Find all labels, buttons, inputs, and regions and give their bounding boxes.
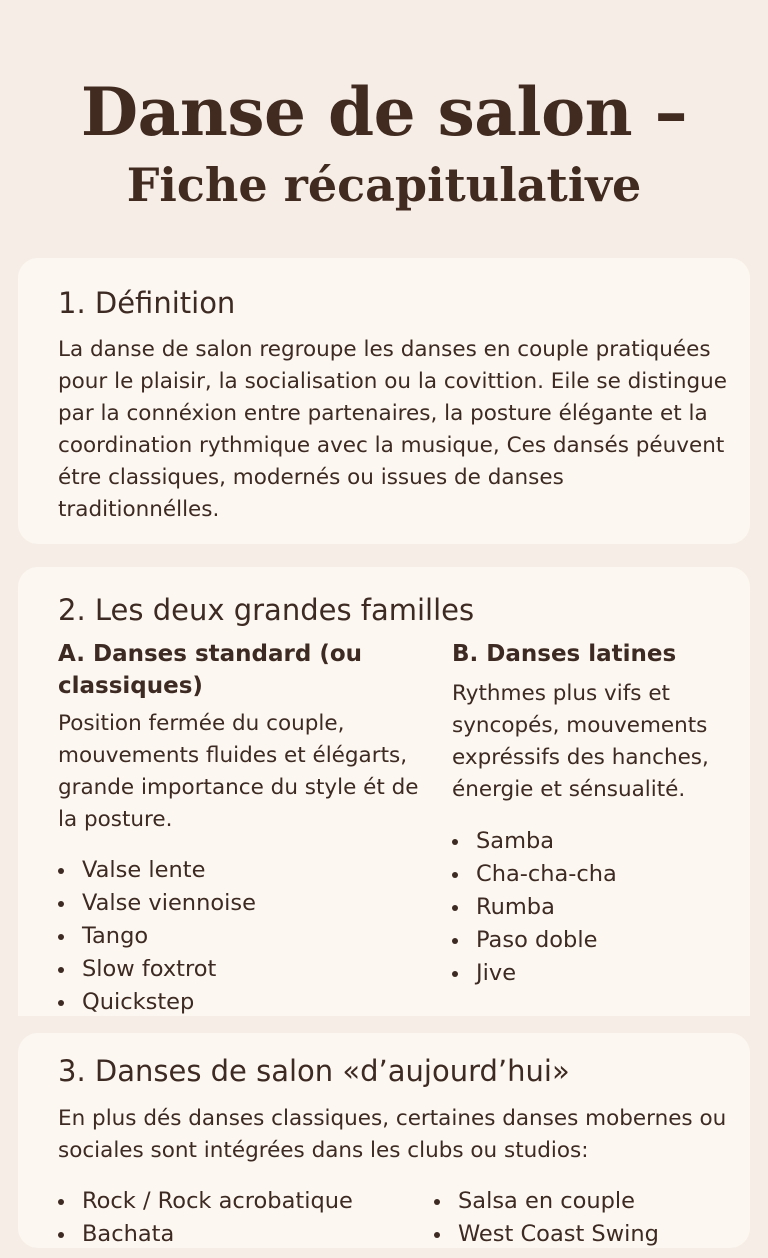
list-item-label: West Coast Swing xyxy=(458,1221,659,1247)
list-item xyxy=(58,854,438,887)
modern-dances-lists xyxy=(58,1185,730,1255)
list-item-label: Paso doble xyxy=(476,927,598,953)
list-item xyxy=(434,1218,659,1251)
list-item xyxy=(58,953,438,986)
bullet-icon xyxy=(58,901,64,907)
bullet-icon xyxy=(58,1232,64,1238)
modern-dances-list-left xyxy=(58,1185,353,1251)
list-item-label: Rock / Rock acrobatique xyxy=(82,1188,353,1214)
title-line-1: Danse de salon – xyxy=(80,73,688,151)
list-item-label: Samba xyxy=(476,828,555,854)
list-item xyxy=(58,1218,353,1251)
latin-text: Rythmes plus vifs et syncopés, mouvements expréssifs des hanches, énergie et sénsualité. xyxy=(452,681,709,802)
list-item-label: Tango xyxy=(82,923,149,949)
bullet-icon xyxy=(58,1199,64,1205)
standard-column xyxy=(58,638,438,1019)
list-item xyxy=(452,825,752,858)
bullet-icon xyxy=(58,967,64,973)
bullet-icon xyxy=(58,1000,64,1006)
bullet-icon xyxy=(452,971,458,977)
list-item xyxy=(452,924,752,957)
latin-column xyxy=(452,638,752,990)
families-card xyxy=(18,567,750,1016)
list-item-label: Jive xyxy=(476,960,517,986)
list-item xyxy=(452,957,752,990)
standard-heading: A. Danses standard (ou classiques) xyxy=(58,641,363,699)
list-item-label: Valse viennoise xyxy=(82,890,256,916)
modern-dances-list-right xyxy=(434,1185,659,1251)
modern-dances-heading: 3. Danses de salon «d’aujourd’hui» xyxy=(58,1054,570,1088)
list-item-label: Cha-cha-cha xyxy=(476,861,617,887)
list-item-label: Rumba xyxy=(476,894,555,920)
list-item-label: Quickstep xyxy=(82,989,195,1015)
standard-list xyxy=(58,854,438,1019)
bullet-icon xyxy=(434,1199,440,1205)
modern-dances-card xyxy=(18,1033,750,1248)
list-item xyxy=(58,1185,353,1218)
page-title xyxy=(0,72,768,216)
bullet-icon xyxy=(58,868,64,874)
bullet-icon xyxy=(452,938,458,944)
latin-list xyxy=(452,825,752,990)
list-item xyxy=(58,920,438,953)
title-line-2: Fiche récapitulative xyxy=(126,158,642,212)
modern-dances-text: En plus dés danses classiques, certaines danses mobernes ou sociales sont intégrées dans les clubs ou studios: xyxy=(58,1106,727,1163)
bullet-icon xyxy=(434,1232,440,1238)
definition-text: La danse de salon regroupe les danses en couple pratiquées pour le plaisir, la socialisation ou la covittion. Eile se distingue par la connéxion entre partenaires, la posture élégante et la coordination rythmique avec la musique, Ces dansés péuvent étre classiques, modernés ou issues de danses traditionnélles. xyxy=(58,337,727,522)
bullet-icon xyxy=(452,839,458,845)
standard-text: Position fermée du couple, mouvements fluides et élégarts, grande importance du style ét de la posture. xyxy=(58,711,419,832)
bullet-icon xyxy=(58,934,64,940)
families-heading: 2. Les deux grandes familles xyxy=(58,593,475,627)
definition-card xyxy=(18,258,750,544)
latin-heading: B. Danses latines xyxy=(452,641,677,667)
list-item xyxy=(434,1185,659,1218)
bullet-icon xyxy=(452,872,458,878)
bullet-icon xyxy=(452,905,458,911)
list-item xyxy=(58,887,438,920)
list-item xyxy=(452,891,752,924)
list-item xyxy=(452,858,752,891)
list-item-label: Salsa en couple xyxy=(458,1188,636,1214)
list-item-label: Slow foxtrot xyxy=(82,956,217,982)
list-item-label: Bachata xyxy=(82,1221,175,1247)
list-item-label: Valse lente xyxy=(82,857,206,883)
definition-heading: 1. Définition xyxy=(58,286,236,320)
list-item xyxy=(58,986,438,1019)
